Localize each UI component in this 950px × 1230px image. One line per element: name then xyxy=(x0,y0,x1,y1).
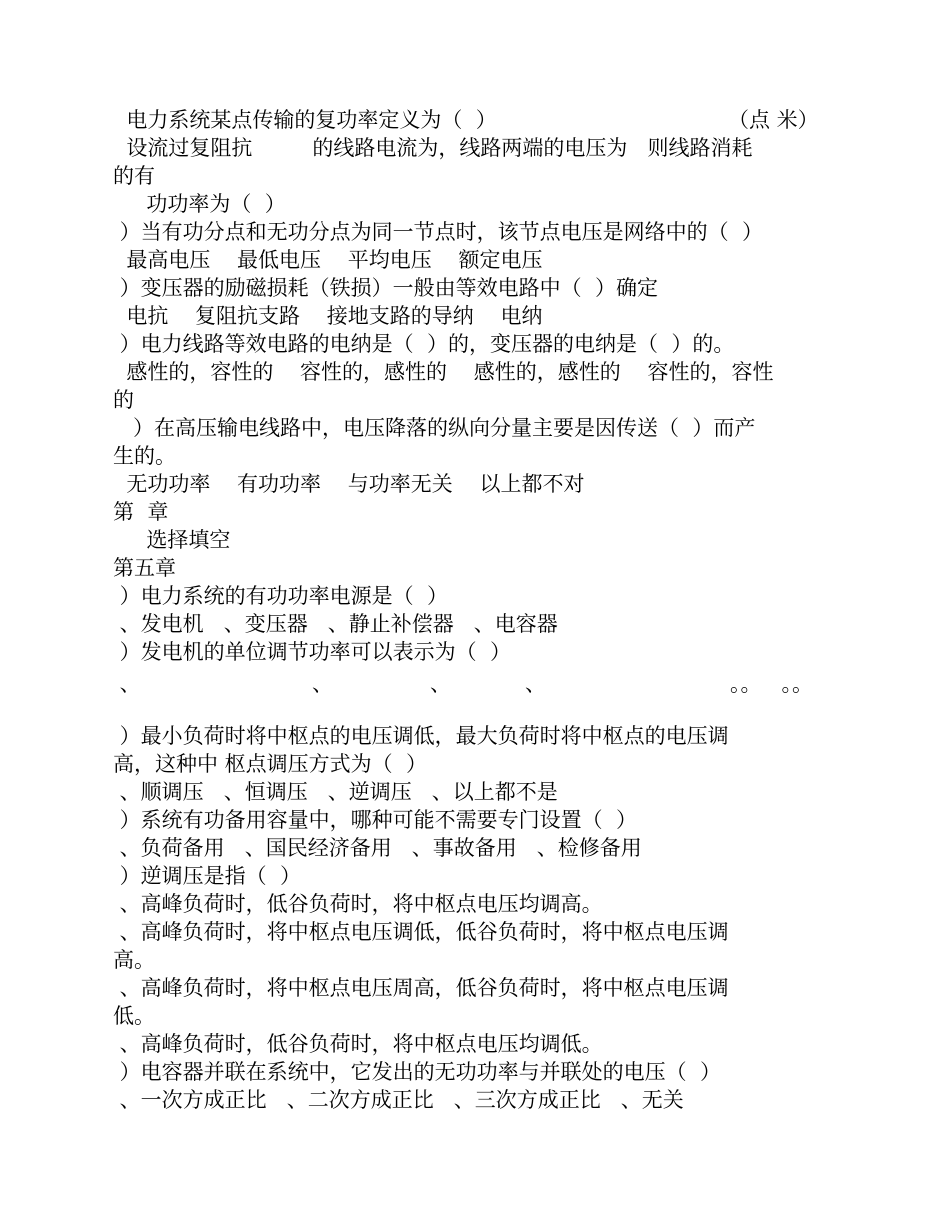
text-line: ）变压器的励磁损耗（铁损）一般由等效电路中（ ）确定 xyxy=(113,276,659,300)
text-line: ）最小负荷时将中枢点的电压调低，最大负荷时将中枢点的电压调 xyxy=(113,724,729,748)
text-line: 。。 。。 xyxy=(730,672,814,696)
text-line: ）电力系统的有功功率电源是（ ） xyxy=(113,584,449,608)
text-line: 的有 xyxy=(113,164,155,188)
text-line: 电力系统某点传输的复功率定义为（ ） xyxy=(113,108,497,132)
text-line: 高，这种中 枢点调压方式为（ ） xyxy=(113,752,428,776)
text-line: 的 xyxy=(113,388,134,412)
text-line: 、一次方成正比 、二次方成正比 、三次方成正比 、无关 xyxy=(113,1088,684,1112)
text-line: 生的。 xyxy=(113,444,176,468)
section-heading: 选择填空 xyxy=(113,528,231,552)
text-line: ）在高压输电线路中，电压降落的纵向分量主要是因传送（ ）而产 xyxy=(113,416,756,440)
text-line: 功功率为（ ） xyxy=(113,192,286,216)
text-line: 设流过复阻抗 的线路电流为，线路两端的电压为 则线路消耗 xyxy=(113,136,753,160)
text-line: 、高峰负荷时，低谷负荷时，将中枢点电压均调高。 xyxy=(113,892,603,916)
text-line: 、负荷备用 、国民经济备用 、事故备用 、检修备用 xyxy=(113,836,642,860)
text-line: 最高电压 最低电压 平均电压 额定电压 xyxy=(113,248,543,272)
text-line: 、高峰负荷时，将中枢点电压周高，低谷负荷时，将中枢点电压调 xyxy=(113,976,729,1000)
text-line: 、发电机 、变压器 、静止补偿器 、电容器 xyxy=(113,612,558,636)
text-line: ）电容器并联在系统中，它发出的无功功率与并联处的电压（ ） xyxy=(113,1060,722,1084)
text-line: 电抗 复阻抗支路 接地支路的导纳 电纳 xyxy=(113,304,543,328)
text-line: ）逆调压是指（ ） xyxy=(113,864,302,888)
text-line: ）系统有功备用容量中，哪种可能不需要专门设置（ ） xyxy=(113,808,638,832)
chapter-heading: 第五章 xyxy=(113,556,176,580)
text-line: 低。 xyxy=(113,1004,155,1028)
text-line: 、高峰负荷时，将中枢点电压调低，低谷负荷时，将中枢点电压调 xyxy=(113,920,729,944)
text-line: 、 xyxy=(312,672,333,696)
text-line: 、 xyxy=(430,672,451,696)
text-line: 、高峰负荷时，低谷负荷时，将中枢点电压均调低。 xyxy=(113,1032,603,1056)
text-line: ）当有功分点和无功分点为同一节点时，该节点电压是网络中的（ ） xyxy=(113,220,764,244)
text-line: ）发电机的单位调节功率可以表示为（ ） xyxy=(113,640,512,664)
text-line: 无功功率 有功功率 与功率无关 以上都不对 xyxy=(113,472,585,496)
text-line: （点 米） xyxy=(728,108,819,132)
text-line: 感性的，容性的 容性的，感性的 感性的，感性的 容性的，容性 xyxy=(113,360,774,384)
text-line: 、顺调压 、恒调压 、逆调压 、以上都不是 xyxy=(113,780,558,804)
text-line: 高。 xyxy=(113,948,155,972)
text-line: ）电力线路等效电路的电纳是（ ）的，变压器的电纳是（ ）的。 xyxy=(113,332,735,356)
chapter-heading: 第 章 xyxy=(113,500,169,524)
text-line: 、 xyxy=(525,672,546,696)
text-line: 、 xyxy=(113,672,141,696)
